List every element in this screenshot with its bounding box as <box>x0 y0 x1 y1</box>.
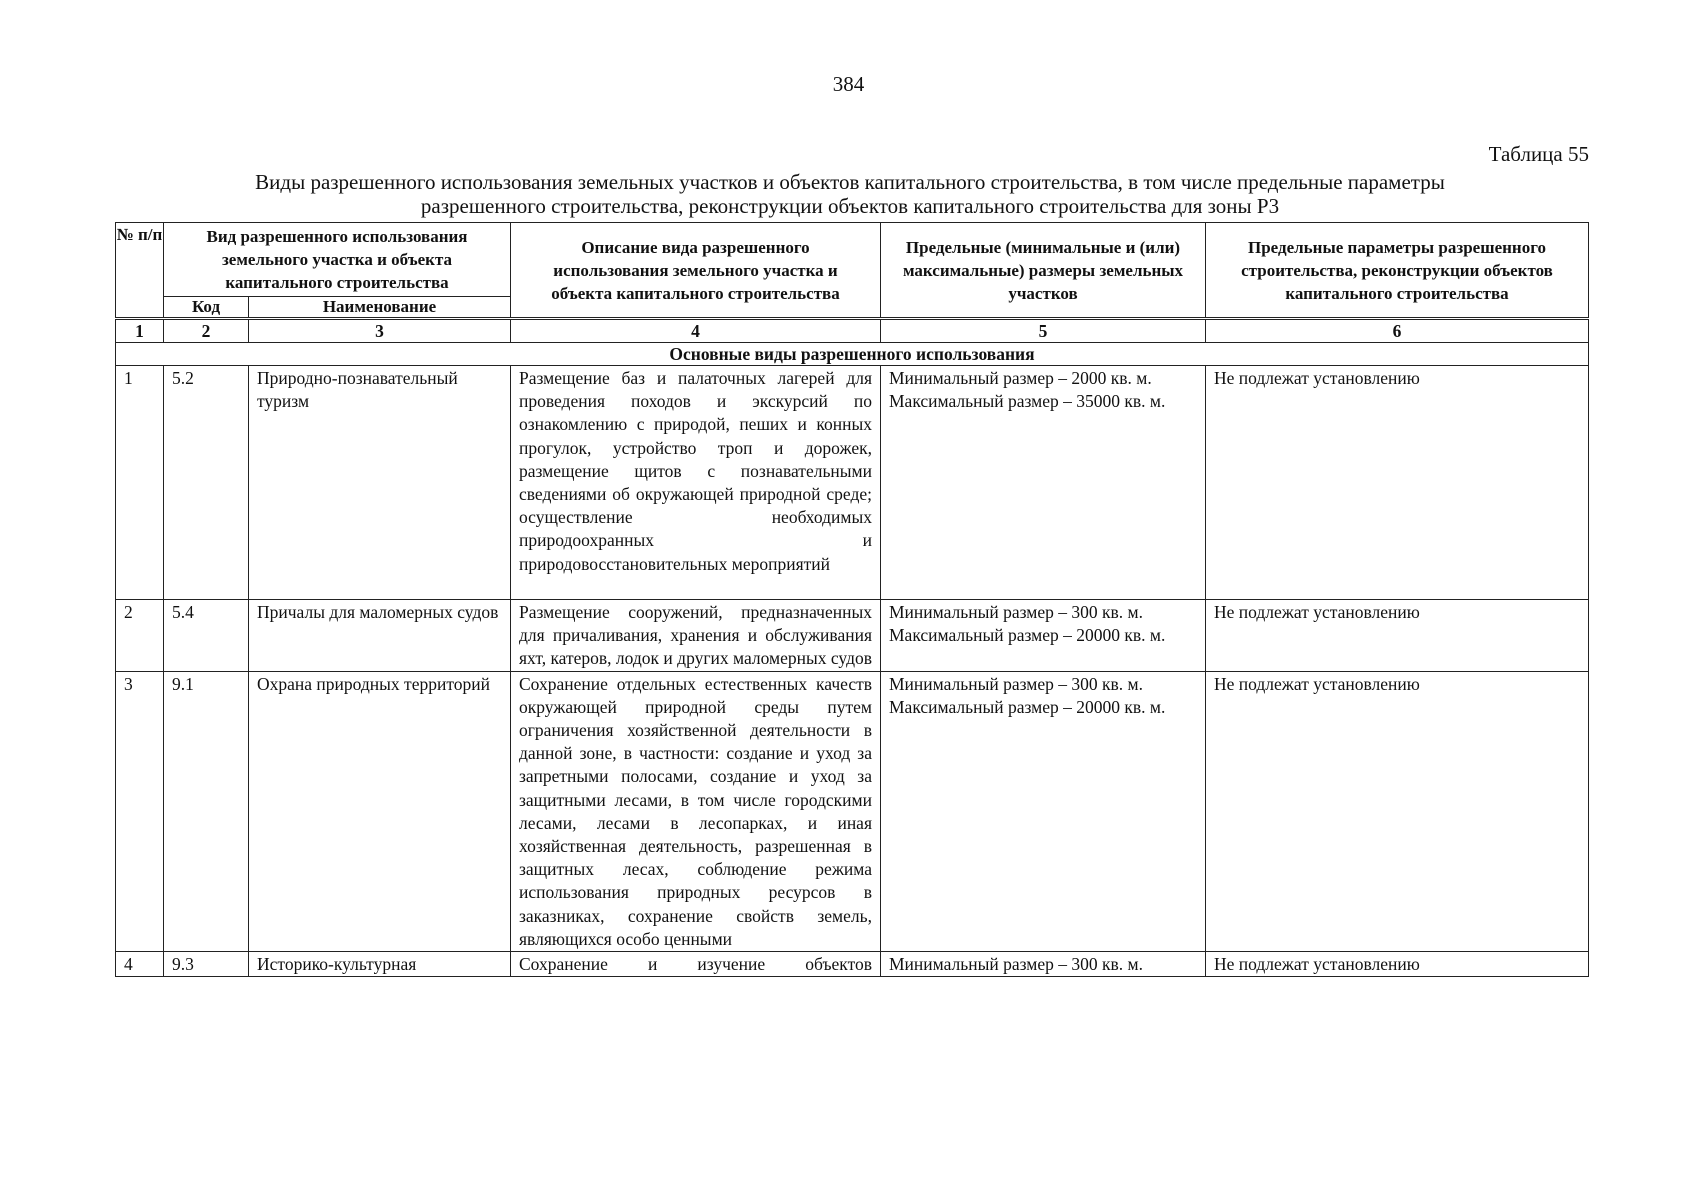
row-description: Размещение сооружений, предназначенных для причаливания, хранения и обслуживания яхт, катеров, лодок и других маломерных судов <box>511 600 881 672</box>
row-num: 3 <box>116 671 164 951</box>
page-number: 384 <box>832 72 865 96</box>
section-heading: Основные виды разрешенного использования <box>116 343 1589 366</box>
row-description: Сохранение и изучение объектов <box>511 952 881 977</box>
table-row <box>116 952 1589 977</box>
row-num: 4 <box>116 952 164 977</box>
header-name: Наименование <box>249 297 511 319</box>
row-name: Причалы для маломерных судов <box>249 600 511 672</box>
column-number: 3 <box>249 319 511 343</box>
table-row <box>116 366 1589 600</box>
row-code: 9.3 <box>164 952 249 977</box>
row-name: Историко-культурная <box>249 952 511 977</box>
row-params: Не подлежат установлению <box>1206 600 1589 672</box>
table-title-line-2: разрешенного строительства, реконструкции объектов капитального строительства для зоны Р3 <box>420 194 1280 218</box>
row-code: 5.4 <box>164 600 249 672</box>
header-num: № п/п <box>116 223 164 319</box>
row-size: Минимальный размер – 300 кв. м. <box>881 952 1206 977</box>
column-number: 2 <box>164 319 249 343</box>
header-params: Предельные параметры разрешенного строительства, реконструкции объектов капитального строительства <box>1206 223 1589 319</box>
column-number-row <box>116 319 1589 343</box>
header-size: Предельные (минимальные и (или) максимальные) размеры земельных участков <box>881 223 1206 319</box>
row-size: Минимальный размер – 300 кв. м. Максимальный размер – 20000 кв. м. <box>881 600 1206 672</box>
table-title <box>150 170 1550 218</box>
row-description: Размещение баз и палаточных лагерей для проведения походов и экскурсий по ознакомлению с природой, пеших и конных прогулок, устройство троп и дорожек, размещение щитов с познавательными сведениями об окружающей природной среде; осуществление необходимых природоохранных и природовосстановительных мероприятий <box>511 366 881 600</box>
column-number: 1 <box>116 319 164 343</box>
header-vid: Вид разрешенного использования земельного участка и объекта капитального строительства <box>164 223 511 297</box>
row-params: Не подлежат установлению <box>1206 671 1589 951</box>
row-name: Охрана природных территорий <box>249 671 511 951</box>
land-use-table <box>115 222 1589 977</box>
table-row <box>116 671 1589 951</box>
column-number: 5 <box>881 319 1206 343</box>
row-num: 1 <box>116 366 164 600</box>
row-num: 2 <box>116 600 164 672</box>
row-code: 9.1 <box>164 671 249 951</box>
column-number: 4 <box>511 319 881 343</box>
section-row <box>116 343 1589 366</box>
header-code: Код <box>164 297 249 319</box>
table-row <box>116 600 1589 672</box>
row-description: Сохранение отдельных естественных качеств окружающей природной среды путем ограничения хозяйственной деятельности в данной зоне, в частности: создание и уход за запретными полосами, создание и уход за защитными лесами, в том числе городскими лесами, лесами в лесопарках, и иная хозяйственная деятельность, разрешенная в защитных лесах, соблюдение режима использования природных ресурсов в заказниках, сохранение свойств земель, являющихся особо ценными <box>511 671 881 951</box>
header-description: Описание вида разрешенного использования земельного участка и объекта капитального строительства <box>511 223 881 319</box>
table-title-line-1: Виды разрешенного использования земельных участков и объектов капитального строительства, в том числе предельные параметры <box>255 170 1445 194</box>
row-params: Не подлежат установлению <box>1206 952 1589 977</box>
column-number: 6 <box>1206 319 1589 343</box>
row-code: 5.2 <box>164 366 249 600</box>
row-size: Минимальный размер – 300 кв. м. Максимальный размер – 20000 кв. м. <box>881 671 1206 951</box>
header-row-1 <box>116 223 1589 297</box>
row-size: Минимальный размер – 2000 кв. м. Максимальный размер – 35000 кв. м. <box>881 366 1206 600</box>
row-params: Не подлежат установлению <box>1206 366 1589 600</box>
table-label: Таблица 55 <box>1488 142 1589 166</box>
row-name: Природно-познавательный туризм <box>249 366 511 600</box>
